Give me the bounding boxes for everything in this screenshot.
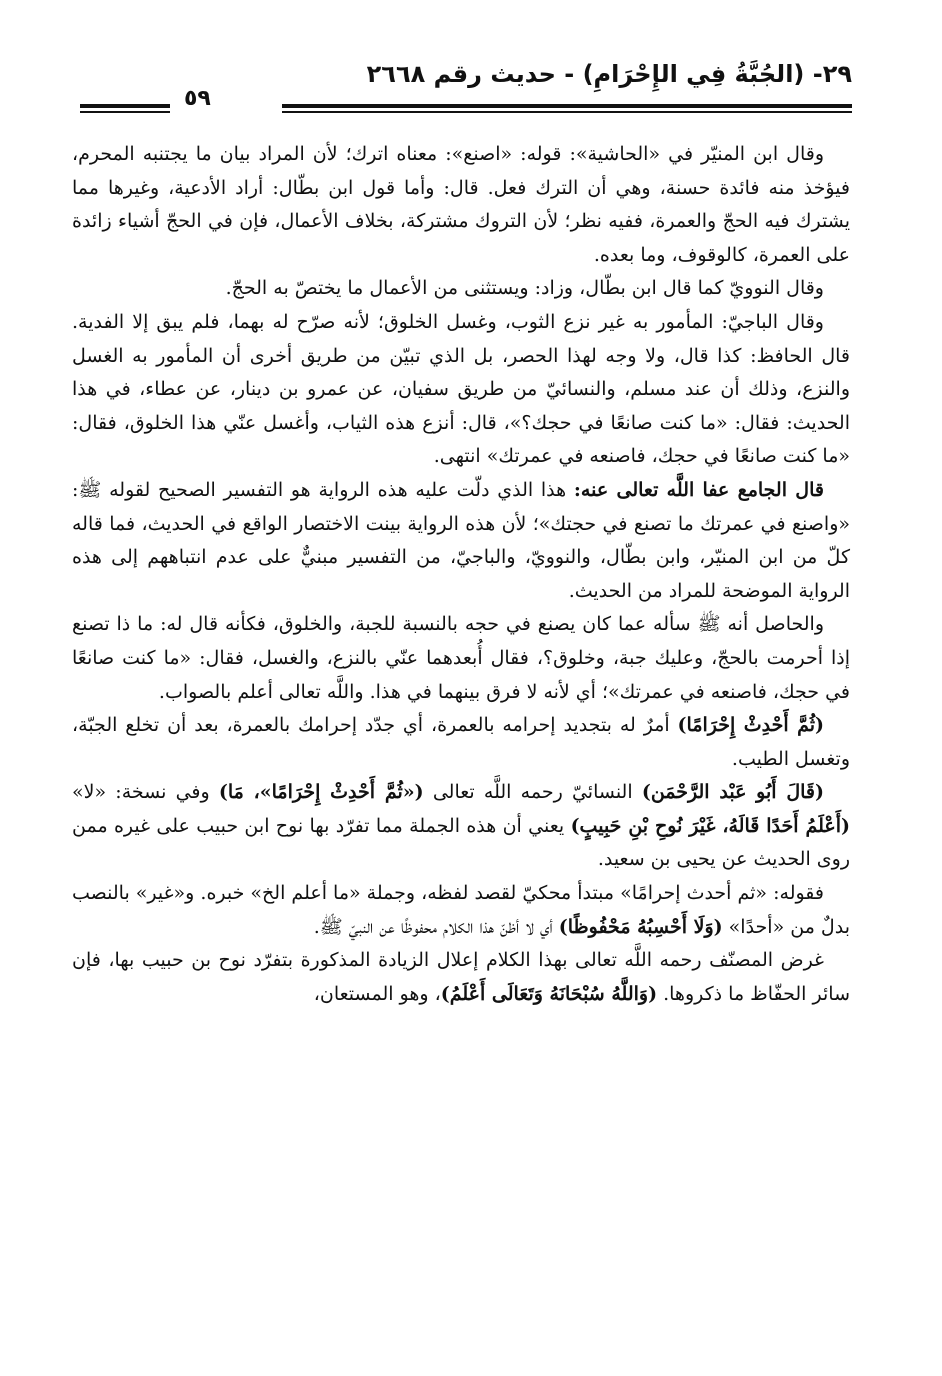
running-title: ٢٩- (الجُبَّةُ فِي الإِحْرَامِ) - حديث رقم ٢٦٦٨ xyxy=(366,60,852,88)
bold-phrase: (قَالَ أَبُو عَبْد الرَّحْمَن) xyxy=(641,781,825,804)
text-run: هذا الذي دلّت عليه هذه الرواية هو التفسير الصحيح لقوله ﷺ: «واصنع في عمرتك ما تصنع في حجتك»؛ لأن هذه الرواية بينت الاختصار الواقع في الحديث، فما قاله كلّ من ابن المنيّر، وابن بطّال، والنوويّ، والباجيّ، من التفسير مبنيٌّ على عدم انتباههم إلى هذه الرواية الموضحة للمراد من الحديث. xyxy=(72,478,850,602)
text-run: النسائيّ رحمه اللَّه تعالى xyxy=(423,781,642,804)
text-run: يعني أن هذه الجملة مما تفرّد بها نوح ابن حبيب على غيره ممن روى الحديث عن يحيى بن سعيد. xyxy=(72,814,850,871)
body-text xyxy=(72,138,850,1011)
paragraph xyxy=(72,138,850,272)
text-run: وقال الباجيّ: المأمور به غير نزع الثوب، وغسل الخلوق؛ لأنه صرّح له بهما، فلم يبق إلا الفدية. قال الحافظ: كذا قال، ولا وجه لهذا الحصر، بل الذي تبيّن من طريق أخرى أن المأمور به الغسل والنزع، وذلك أن عند مسلم، والنسائيّ من طريق سفيان، عن عمرو بن دينار، عن عطاء، في هذا الحديث: فقال: «ما كنت صانعًا في حجك؟»، قال: أنزع هذه الثياب، وأغسل عنّي هذا الخلوق، فقال: «ما كنت صانعًا في حجك، فاصنعه في عمرتك» انتهى. xyxy=(72,310,850,468)
bold-phrase: («ثُمَّ أَحْدِثْ إِحْرَامًا»، مَا) xyxy=(218,781,424,804)
page-number: ٥٩ xyxy=(184,86,211,111)
paragraph xyxy=(72,608,850,709)
text-run: غرض المصنّف رحمه اللَّه تعالى بهذا الكلام إعلال الزيادة المذكورة بتفرّد نوح بن حبيب بها، فإن سائر الحفّاظ ما ذكروها. xyxy=(72,949,850,1005)
header-rule xyxy=(282,104,852,115)
page-header xyxy=(72,56,852,126)
text-run: أمرٌ له بتجديد إحرامه بالعمرة، أي جدّد إحرامك بالعمرة، بعد أن تخلع الجبّة، وتغسل الطيب. xyxy=(72,714,850,770)
paragraph xyxy=(72,944,850,1011)
paragraph xyxy=(72,306,850,474)
text-run: وفي نسخة: «لا» xyxy=(72,781,219,804)
header-rule-short xyxy=(80,104,170,115)
bold-phrase: (أَعْلَمُ أَحَدًا قَالَهُ، غَيْرَ نُوحِ بْنِ حَبِيبٍ) xyxy=(570,814,850,837)
bold-phrase: (وَاللَّهُ سُبْحَانَهُ وَتَعَالَى أَعْلَمُ) xyxy=(440,982,658,1005)
paragraph xyxy=(72,776,850,877)
paragraph xyxy=(72,272,850,306)
paragraph xyxy=(72,474,850,608)
bold-phrase: (وَلَا أَحْسِبُهُ مَحْفُوظًا) xyxy=(558,915,723,938)
text-run: وقال ابن المنيّر في «الحاشية»: قوله: «اصنع»: معناه اترك؛ لأن المراد بيان ما يجتنبه المحرم، فيؤخذ منه فائدة حسنة، وهي أن الترك فعل. قال: وأما قول ابن بطّال: أراد الأدعية، وغيرها مما يشترك فيه الحجّ والعمرة، ففيه نظر؛ لأن التروك مشتركة، بخلاف الأعمال، فإن في الحجّ أشياء زائدة على العمرة، كالوقوف، وما بعده. xyxy=(72,143,850,266)
paragraph xyxy=(72,877,850,944)
text-run: والحاصل أنه ﷺ سأله عما كان يصنع في حجه بالنسبة للجبة، والخلوق، فكأنه قال له: ما ذا تصنع إذا أحرمت بالحجّ، وعليك جبة، وخلوق؟، فقال أُبعدهما عنّي بالنزع، والغسل، فقال: «ما كنت صانعًا في حجك، فاصنعه في عمرتك»؛ أي لأنه لا فرق بينهما في هذا. واللَّه تعالى أعلم بالصواب. xyxy=(72,613,850,703)
text-run: وقال النوويّ كما قال ابن بطّال، وزاد: ويستثنى من الأعمال ما يختصّ به الحجّ. xyxy=(225,277,824,300)
paragraph xyxy=(72,709,850,776)
bold-phrase: قال الجامع عفا اللَّه تعالى عنه: xyxy=(573,478,824,501)
text-run: أي لا أظنّ هذا الكلام محفوظًا عن النبيّ ﷺ. xyxy=(313,915,559,938)
text-run: فقوله: «ثم أحدث إحرامًا» مبتدأ محكيّ لقصد لفظه، وجملة «ما أعلم الخ» خبره. و«غير» بالنصب بدلٌ من «أحدًا» xyxy=(72,882,850,938)
bold-phrase: (ثُمَّ أَحْدِثْ إِحْرَامًا) xyxy=(677,714,825,737)
text-run: ، وهو المستعان، xyxy=(313,982,441,1005)
